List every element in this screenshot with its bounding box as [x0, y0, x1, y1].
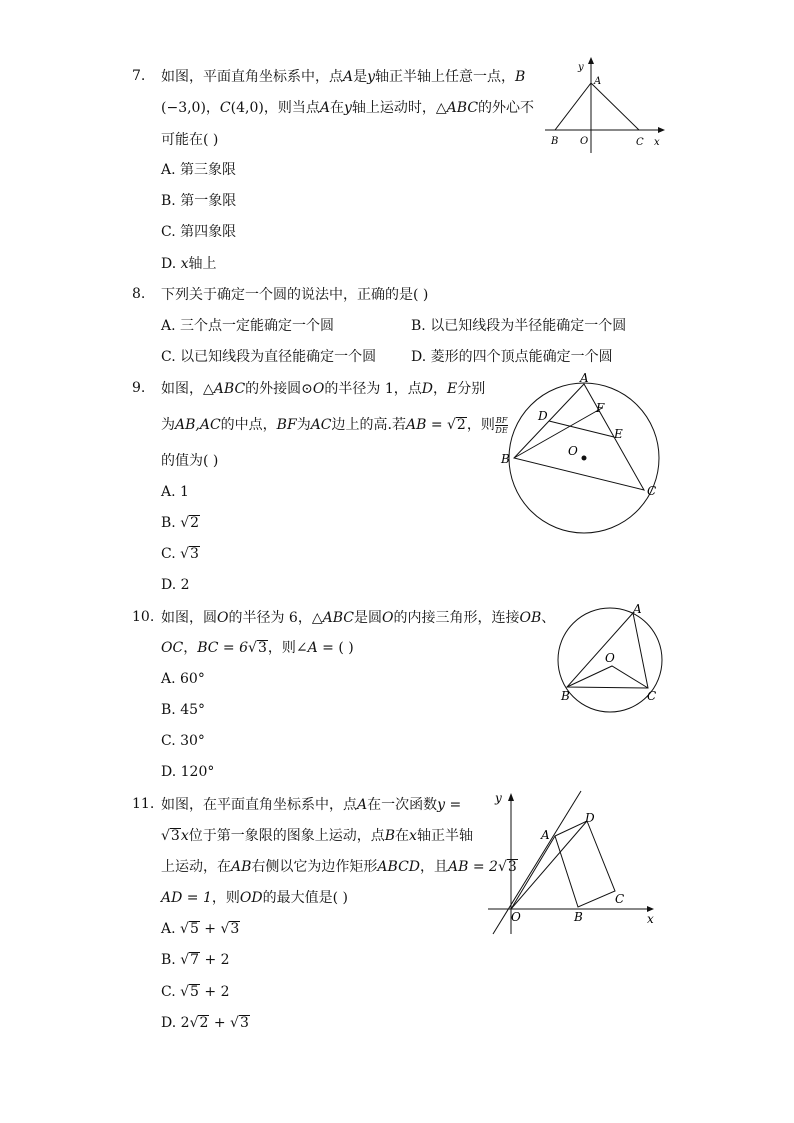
figure-q9-circle-triangle: [498, 372, 668, 532]
label-x: x: [654, 137, 660, 148]
option-a[interactable]: A. 三个点一定能确定一个圆: [161, 318, 335, 334]
label-x: x: [647, 912, 654, 926]
option-a[interactable]: A. 60°: [161, 671, 205, 687]
label-a: A: [580, 371, 589, 385]
label-c: C: [636, 137, 644, 148]
option-a[interactable]: A. 第三象限: [161, 162, 237, 178]
label-d: D: [585, 811, 595, 825]
question-text-line: 为AB,AC的中点，BF为AC边上的高.若AB = √2，则 $\frac{BF}{DE}$: [161, 415, 508, 435]
fraction-bf-de: $\frac{BF}{DE}$: [495, 415, 508, 435]
label-o: O: [511, 910, 521, 924]
option-b[interactable]: B. √7 + 2: [161, 952, 230, 968]
label-y: y: [495, 791, 502, 805]
question-text-line: √3x位于第一象限的图象上运动，点B在x轴正半轴: [161, 828, 473, 844]
label-y: y: [578, 62, 584, 73]
center-point-o: [582, 456, 587, 461]
option-b[interactable]: B. 以已知线段为半径能确定一个圆: [411, 318, 627, 334]
option-c[interactable]: C. 以已知线段为直径能确定一个圆: [161, 349, 377, 365]
question-text-line: 可能在( ): [161, 132, 219, 148]
question-number: 11.: [132, 796, 155, 812]
option-d[interactable]: D. 2√2 + √3: [161, 1015, 249, 1031]
question-text-line: 如图，△ABC的外接圆⊙O的半径为 1，点D，E分别: [161, 381, 486, 397]
rectangle-abcd: [555, 821, 615, 907]
label-o: O: [580, 136, 589, 147]
question-text-line: 如图，圆O的半径为 6，△ABC是圆O的内接三角形，连接OB、: [161, 610, 556, 626]
option-c[interactable]: C. 第四象限: [161, 224, 237, 240]
question-text-line: 上运动，在AB右侧以它为边作矩形ABCD，且AB = 2√3: [161, 859, 517, 875]
label-o: O: [568, 444, 578, 458]
label-a: A: [541, 828, 550, 842]
figure-q7-coordinate-triangle: [540, 55, 665, 155]
question-number: 10.: [132, 609, 155, 625]
label-d: D: [538, 409, 548, 423]
midline-de: [549, 421, 614, 437]
y-axis-arrow: [588, 57, 594, 64]
label-o: O: [605, 651, 615, 665]
option-a[interactable]: A. √5 + √3: [161, 921, 240, 937]
question-text-line: (−3,0)，C(4,0)，则当点A在y轴上运动时，△ABC的外心不: [161, 100, 535, 116]
option-d[interactable]: D. 2: [161, 577, 190, 593]
question-text-line: 如图，平面直角坐标系中，点A是y轴正半轴上任意一点，B: [161, 69, 526, 85]
label-b: B: [551, 136, 559, 147]
segment-oa: [511, 836, 555, 909]
option-a[interactable]: A. 1: [161, 484, 189, 500]
triangle-abc: [514, 384, 644, 490]
radii-ob-oc: [567, 666, 648, 688]
y-axis-arrow: [508, 793, 514, 801]
question-number: 8.: [132, 286, 146, 302]
question-text-line: AD = 1，则OD的最大值是( ): [161, 890, 348, 906]
label-c: C: [615, 892, 625, 906]
label-b: B: [574, 910, 583, 924]
question-text-line: 如图，在平面直角坐标系中，点A在一次函数y =: [161, 797, 462, 813]
label-e: E: [614, 427, 623, 441]
label-b: B: [501, 452, 510, 466]
label-f: F: [596, 401, 605, 415]
altitude-bf: [514, 408, 602, 458]
label-b: B: [561, 689, 570, 703]
option-c[interactable]: C. √3: [161, 546, 199, 562]
label-c: C: [647, 689, 657, 703]
question-text-line: OC，BC = 6√3，则∠A = ( ): [161, 640, 354, 656]
question-text-line: 的值为( ): [161, 453, 219, 469]
question-number: 7.: [132, 68, 146, 84]
option-b[interactable]: B. √2: [161, 515, 200, 531]
label-a: A: [594, 76, 602, 87]
triangle-abc: [555, 83, 639, 130]
question-number: 9.: [132, 380, 146, 396]
option-d[interactable]: D. x轴上: [161, 256, 217, 272]
option-d[interactable]: D. 菱形的四个顶点能确定一个圆: [411, 349, 613, 365]
figure-q10-circle-triangle: [553, 600, 673, 710]
label-a: A: [633, 602, 642, 616]
option-b[interactable]: B. 45°: [161, 702, 206, 718]
option-c[interactable]: C. √5 + 2: [161, 984, 230, 1000]
line-y-sqrt3x: [493, 791, 581, 934]
x-axis-arrow: [658, 127, 665, 133]
option-d[interactable]: D. 120°: [161, 764, 215, 780]
label-c: C: [647, 484, 657, 498]
option-c[interactable]: C. 30°: [161, 733, 205, 749]
question-text-line: 下列关于确定一个圆的说法中，正确的是( ): [161, 287, 429, 303]
option-b[interactable]: B. 第一象限: [161, 193, 237, 209]
figure-q11-rectangle-on-axes: [485, 788, 660, 938]
